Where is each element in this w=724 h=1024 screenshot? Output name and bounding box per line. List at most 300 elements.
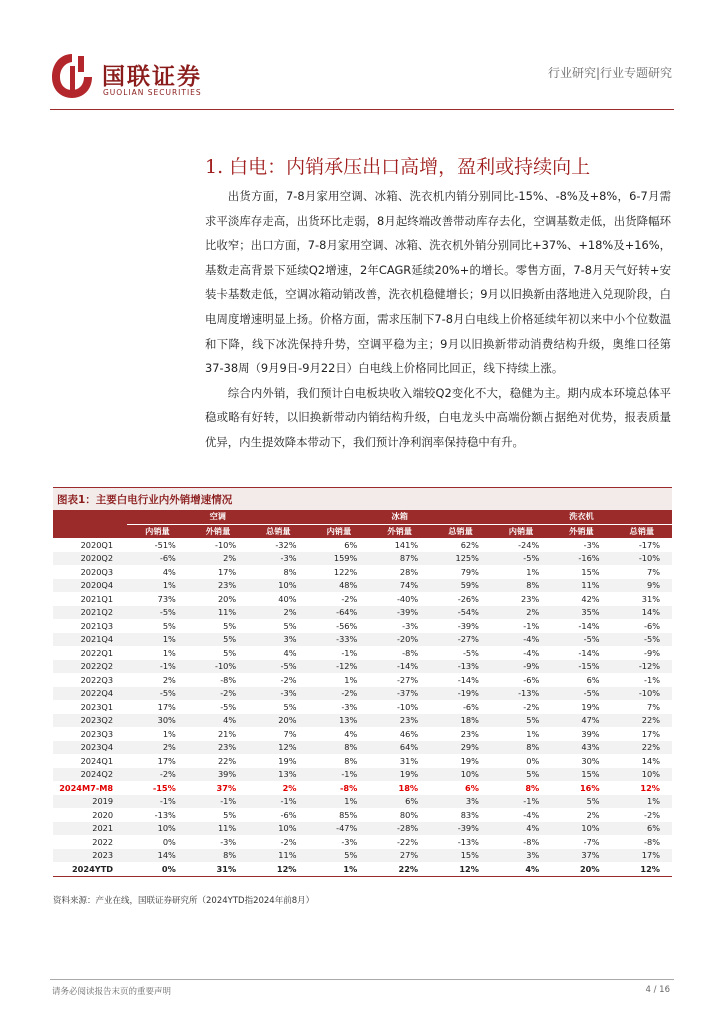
table-cell: 159% [308,552,369,566]
table-cell: 0% [526,755,540,766]
table-cell: -6% [523,674,540,685]
table-cell: 21% [217,728,237,739]
table-cell: -5% [462,647,479,658]
table-cell: -13% [457,836,479,847]
table-cell: -9% [644,647,660,658]
table-cell: 2% [188,552,248,566]
table-cell: -1% [248,795,308,809]
table-cell: -2% [341,593,358,604]
table-cell: -7% [583,836,600,847]
table-row [53,687,672,701]
table-cell: 10% [551,822,611,836]
table-cell: 39% [188,768,248,782]
row-label: 2021Q2 [53,606,127,620]
row-label: 2020Q4 [53,579,127,593]
table-row [53,633,672,647]
table-cell: -1% [127,795,188,809]
logo-wordmark: 国联证券 [102,64,202,90]
table-cell: -4% [491,633,551,647]
table-cell: -12% [612,660,672,674]
table-cell: -5% [220,701,237,712]
row-label: 2019 [53,795,127,809]
page-number: 4 / 16 [645,985,670,995]
table-cell: -20% [369,633,430,647]
table-cell: -10% [188,660,248,674]
table-cell: 13% [248,768,308,782]
table-cell: -13% [430,660,491,674]
table-row [53,592,672,606]
row-label: 2022Q1 [80,647,114,658]
table-cell: 12% [248,741,308,755]
table-cell: -26% [457,593,479,604]
table-cell: 5% [551,795,611,809]
table-cell: -1% [644,674,660,685]
table-row [53,714,672,728]
table-cell: 16% [551,781,611,795]
table-cell: 15% [551,768,611,782]
table-cell: -8% [220,674,237,685]
table-cell: -2% [127,768,188,782]
table-cell: -17% [638,539,660,550]
table-cell: -5% [612,633,672,647]
table-cell: -8% [402,647,419,658]
table-cell: 4% [188,714,248,728]
table-row [53,606,672,620]
table-cell: -32% [275,539,297,550]
table-cell: 13% [308,714,369,728]
table-cell: 11% [188,822,248,836]
table-cell: 1% [308,862,369,876]
table-cell: 5% [162,620,176,631]
table-cell: -10% [612,552,672,566]
table-cell: 12% [248,862,308,876]
row-label: 2023Q4 [53,741,127,755]
table-cell: 8% [188,849,248,863]
table-cell: -1% [523,620,540,631]
table-cell: -6% [127,552,188,566]
table-row [53,862,672,876]
table-cell: -3% [220,836,237,847]
table-cell: 10% [127,822,188,836]
table-cell: 19% [581,701,600,712]
table-cell: 8% [344,755,358,766]
table-cell: 8% [283,566,297,577]
table-cell: 125% [430,552,491,566]
table-cell: -6% [280,809,297,820]
column-header: 内销量 [308,524,369,538]
row-label: 2022Q4 [53,687,127,701]
table-cell: 14% [612,606,672,620]
table-cell: -8% [523,836,540,847]
table-cell: -56% [336,620,358,631]
table-cell: -5% [491,552,551,566]
table-cell: 18% [369,781,430,795]
table-cell: 2% [162,674,176,685]
table-cell: 14% [127,849,188,863]
paragraph-shipments: 出货方面，7-8月家用空调、冰箱、洗衣机内销分别同比-15%、-8%及+8%，6-7月需求平淡库存走高，出货环比走弱，8月起终端改善带动库存去化，空调基数走低，出货降幅环比收窄；出口方面，7-8月家用空调、冰箱、洗衣机外销分别同比+37%、+18%及+16%，基数走高背景下延续Q2增速，2年CAGR延续20%+的增长。零售方面，7-8月天气好转+安装卡基数走低，空调冰箱动销改善，洗衣机稳健增长；9月以旧换新由落地进入兑现阶段，白电周度增速明显上扬。价格方面，需求压制下7-8月白电线上价格延续年初以来中小个位数温和下降，线下冰洗保持升势，空调平稳为主；9月以旧换新带动消费结构升级，奥维口径第37-38周（9月9日-9月22日）白电线上价格同比回正，线下持续上涨。 [205,189,671,376]
table-cell: 6% [344,539,358,550]
table-cell: -3% [341,836,358,847]
table-cell: 5% [283,701,297,712]
row-label: 2020 [92,809,114,820]
table-cell: 14% [641,755,660,766]
table-cell: -14% [578,647,600,658]
table-cell: 2% [127,741,188,755]
table-cell: 4% [344,728,358,739]
table-cell: 4% [491,822,551,836]
table-cell: 12% [612,781,672,795]
table-row [53,673,672,687]
table-cell: 4% [162,566,176,577]
table-cell: 59% [430,579,491,593]
table-cell: 46% [399,728,419,739]
table-cell: 2% [248,781,308,795]
row-label: 2021 [53,822,127,836]
table-cell: -2% [644,809,660,820]
table-cell: 6% [586,674,600,685]
table-cell: -15% [551,660,611,674]
row-label: 2023Q2 [53,714,127,728]
table-cell: -2% [280,674,297,685]
table-cell: 1% [526,728,540,739]
row-label: 2024Q1 [80,755,114,766]
table-cell: -27% [396,674,419,685]
table-cell: 87% [369,552,430,566]
table-row [53,538,672,552]
table-cell: 27% [369,849,430,863]
table-cell: 62% [460,539,479,550]
table-row [53,619,672,633]
table-row [53,552,672,566]
row-label: 2021Q1 [80,593,114,604]
table-cell: 5% [188,633,248,647]
table-row [53,822,672,836]
table-cell: -1% [308,768,369,782]
table-cell: 2% [491,606,551,620]
table-cell: 15% [430,849,491,863]
row-label: 2021Q3 [80,620,114,631]
table-cell: 11% [248,849,308,863]
row-label: 2020Q3 [80,566,114,577]
table-cell: 39% [581,728,600,739]
paragraph-outlook: 综合内外销，我们预计白电板块收入端较Q2变化不大，稳健为主。期内成本环境总体平稳或略有好转，以旧换新带动内销结构升级，白电龙头中高端份额占据绝对优势，报表质量优异，内生提效降本带动下，我们预计净利润率保持稳中有升。 [205,385,671,449]
group-header-washer: 洗衣机 [491,510,672,524]
logo-english: GUOLIAN SECURITIES [103,88,202,97]
table-cell: 23% [460,728,479,739]
table-cell: 1% [162,647,176,658]
row-label: 2020Q1 [80,539,114,550]
table-cell: -4% [523,647,540,658]
table-cell: -4% [523,809,540,820]
row-label: 2023Q3 [80,728,114,739]
table-cell: 30% [581,755,600,766]
table-cell: 11% [188,606,248,620]
table-cell: 23% [188,741,248,755]
table-cell: 17% [641,728,660,739]
table-cell: 83% [460,809,479,820]
table-cell: 2% [586,809,600,820]
table-cell: -24% [518,539,540,550]
group-header-fridge: 冰箱 [308,510,490,524]
table-body [53,538,672,876]
table-cell: 11% [551,579,611,593]
table-cell: 22% [612,714,672,728]
column-header: 总销量 [430,524,491,538]
table-cell: -51% [154,539,176,550]
table-cell: 0% [127,862,188,876]
table-cell: 9% [612,579,672,593]
group-header-row [53,510,672,524]
column-header: 内销量 [491,524,551,538]
table-cell: -12% [308,660,369,674]
table-cell: -19% [430,687,491,701]
table-cell: 10% [248,579,308,593]
table-cell: 19% [369,768,430,782]
table-cell: -54% [430,606,491,620]
source-note: 资料来源：产业在线，国联证券研究所（2024YTD指2024年前8月） [53,896,315,906]
table-cell: 35% [551,606,611,620]
table-cell: 17% [157,701,176,712]
table-cell: 7% [647,701,660,712]
table-cell: 31% [641,593,660,604]
table-row [53,700,672,714]
table-cell: 1% [127,579,188,593]
table-cell: 5% [491,768,551,782]
row-label: 2023 [53,849,127,863]
table-cell: -2% [188,687,248,701]
column-header: 外销量 [369,524,430,538]
table-cell: 4% [491,862,551,876]
figure-header [53,487,672,510]
table-cell: 8% [491,741,551,755]
table-cell: 31% [188,862,248,876]
table-cell: 7% [283,728,297,739]
table-cell: -5% [248,660,308,674]
table-cell: 122% [333,566,358,577]
table-cell: -39% [430,822,491,836]
table-cell: 20% [551,862,611,876]
section-title: 1. 白电：内销承压出口高增，盈利或持续向上 [205,156,591,178]
row-label: 2024YTD [53,862,127,876]
table-cell: 5% [223,809,237,820]
table-cell: 1% [127,633,188,647]
table-cell: -3% [583,539,600,550]
table-cell: 8% [491,579,551,593]
table-cell: 5% [491,714,551,728]
column-header: 外销量 [551,524,611,538]
table-cell: 141% [394,539,419,550]
table-cell: 29% [430,741,491,755]
table-cell: -33% [308,633,369,647]
table-cell: 17% [217,566,237,577]
table-cell: -8% [308,781,369,795]
sales-growth-table [53,510,672,877]
guolian-logo-icon [50,52,94,100]
footer-disclaimer: 请务必阅读报告末页的重要声明 [52,987,172,997]
table-cell: -47% [308,822,369,836]
table-cell: 4% [283,647,297,658]
table-cell: -3% [248,552,308,566]
table-row [53,727,672,741]
table-cell: 17% [157,755,176,766]
table-cell: -2% [523,701,540,712]
row-label: 2023Q1 [80,701,114,712]
table-cell: 1% [162,728,176,739]
table-cell: 22% [369,862,430,876]
table-cell: 19% [460,755,479,766]
table-cell: -5% [127,687,188,701]
table-cell: -39% [369,606,430,620]
table-cell: 12% [612,862,672,876]
table-cell: 28% [399,566,419,577]
table-cell: -28% [369,822,430,836]
table-cell: 18% [430,714,491,728]
table-cell: 10% [430,768,491,782]
row-label: 2021Q4 [53,633,127,647]
table-cell: 1% [526,566,540,577]
table-cell: -10% [396,701,419,712]
table-cell: 5% [223,620,237,631]
table-row [53,808,672,822]
table-cell: 85% [339,809,358,820]
table-row [53,835,672,849]
table-row [53,795,672,809]
table-cell: 19% [278,755,297,766]
table-cell: 2% [248,606,308,620]
table-cell: -13% [491,687,551,701]
page-header [0,0,724,100]
table-cell: 43% [551,741,611,755]
row-label: 2024M7-M8 [53,781,127,795]
sub-header-row [53,524,672,538]
table-cell: 73% [157,593,176,604]
table-cell: -64% [308,606,369,620]
table-cell: -1% [127,660,188,674]
row-label: 2022Q2 [53,660,127,674]
column-header: 总销量 [248,524,308,538]
table-cell: -13% [154,809,176,820]
table-cell: 10% [612,768,672,782]
corner-cell [53,510,127,538]
table-cell: 3% [430,795,491,809]
table-cell: 22% [217,755,237,766]
table-cell: 10% [248,822,308,836]
table-cell: -5% [127,606,188,620]
table-row [53,741,672,755]
table-cell: 5% [223,647,237,658]
table-cell: 22% [612,741,672,755]
table-cell: -14% [369,660,430,674]
row-label: 2022Q3 [80,674,114,685]
table-row [53,754,672,768]
table-cell: -1% [491,795,551,809]
table-cell: -3% [402,620,419,631]
table-cell: 7% [647,566,660,577]
table-cell: 3% [491,849,551,863]
table-row [53,781,672,795]
table-cell: 37% [551,849,611,863]
table-cell: 42% [581,593,600,604]
table-cell: 6% [430,781,491,795]
table-cell: -10% [215,539,237,550]
table-cell: -8% [644,836,660,847]
table-cell: 15% [581,566,600,577]
table-row [53,849,672,863]
table-cell: 48% [308,579,369,593]
table-cell: -5% [551,633,611,647]
table-cell: -5% [551,687,611,701]
table-cell: -10% [612,687,672,701]
table-cell: 1% [344,674,358,685]
table-row [53,565,672,579]
table-cell: -16% [551,552,611,566]
table-cell: 8% [491,781,551,795]
table-cell: 80% [399,809,419,820]
table-cell: 40% [278,593,297,604]
table-cell: 1% [612,795,672,809]
table-cell: 5% [283,620,297,631]
table-cell: -14% [578,620,600,631]
table-cell: 31% [399,755,419,766]
table-cell: -39% [457,620,479,631]
table-cell: 23% [521,593,540,604]
table-cell: 6% [612,822,672,836]
group-header-ac: 空调 [127,510,308,524]
table-cell: 1% [308,795,369,809]
row-label: 2020Q2 [53,552,127,566]
table-cell: 37% [188,781,248,795]
table-cell: -9% [491,660,551,674]
document-type: 行业研究|行业专题研究 [547,66,672,80]
body-text [205,184,671,455]
table-row [53,646,672,660]
table-cell: 74% [369,579,430,593]
figure-title: 图表1：主要白电行业内外销增速情况 [57,494,233,506]
table-cell: -2% [308,687,369,701]
table-cell: -22% [396,836,419,847]
table-cell: 30% [127,714,188,728]
column-header: 总销量 [612,524,672,538]
table-row [53,660,672,674]
table-cell: 20% [217,593,237,604]
table-cell: 17% [612,849,672,863]
table-cell: 0% [162,836,176,847]
table-cell: 23% [188,579,248,593]
table-cell: 12% [430,862,491,876]
table-cell: -14% [457,674,479,685]
table-cell: 8% [308,741,369,755]
table-row [53,579,672,593]
column-header: 内销量 [127,524,188,538]
table-cell: -2% [280,836,297,847]
table-row [53,768,672,782]
table-cell: 47% [551,714,611,728]
table-cell: 23% [369,714,430,728]
table-cell: -40% [396,593,419,604]
column-header: 外销量 [188,524,248,538]
row-label: 2022 [92,836,114,847]
table-cell: 3% [248,633,308,647]
table-cell: -37% [369,687,430,701]
table-cell: -27% [430,633,491,647]
table-cell: -3% [341,701,358,712]
table-cell: -6% [644,620,660,631]
table-cell: -3% [248,687,308,701]
table-cell: 64% [369,741,430,755]
row-label: 2024Q2 [53,768,127,782]
footer-divider [50,979,674,980]
table-cell: 79% [460,566,479,577]
